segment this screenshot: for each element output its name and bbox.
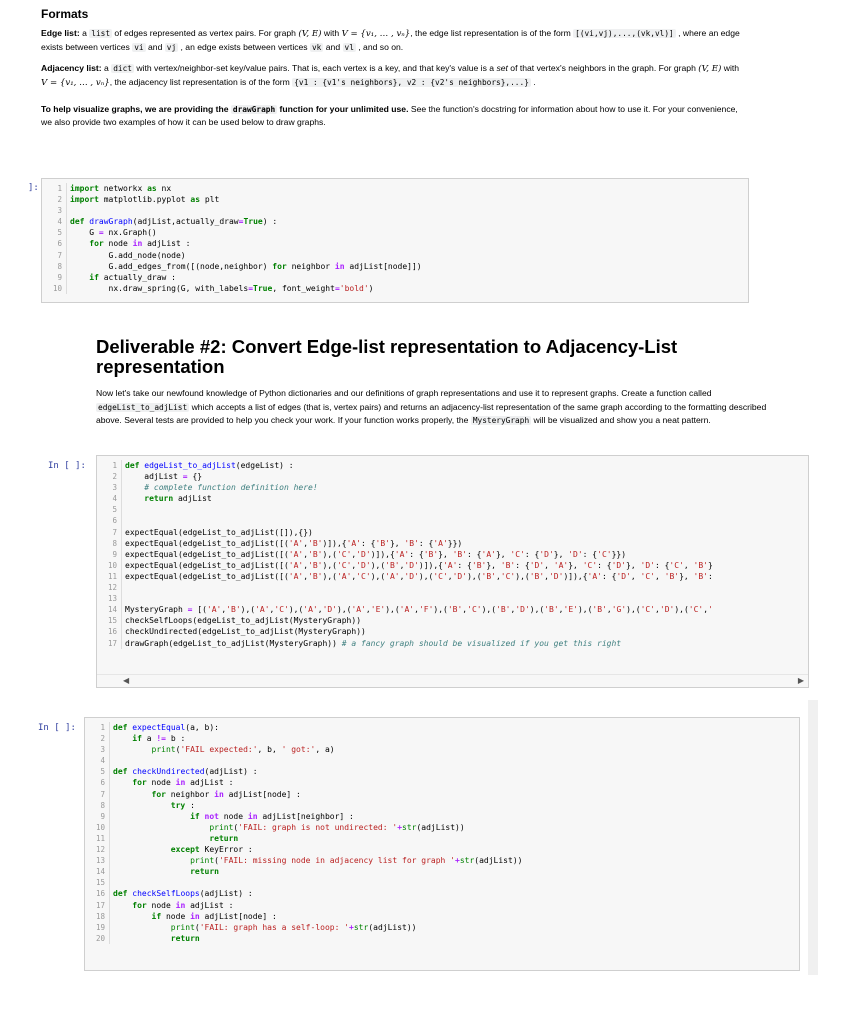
line-number: 2 bbox=[57, 195, 62, 205]
line-number: 8 bbox=[112, 538, 117, 548]
deliverable-section bbox=[96, 337, 786, 428]
line-number: 11 bbox=[107, 571, 117, 581]
line-number: 15 bbox=[95, 878, 105, 888]
code-cell-draw-graph[interactable] bbox=[41, 178, 749, 303]
formats-heading: Formats bbox=[41, 7, 89, 21]
line-number: 18 bbox=[95, 911, 105, 921]
help-paragraph: To help visualize graphs, we are providing the drawGraph function for your unlimited use. See the function's docstring for information about how to use it. For your convenience, we also provide two examples of how it can be used below to draw graphs. bbox=[41, 104, 738, 128]
adjacency-list-paragraph: Adjacency list: a dict with vertex/neighbor-set key/value pairs. That is, each vertex is a key, and that key's value is a set of that vertex's neighbors in the graph. For graph (V, E) with V = {v₁, … , vₙ}, the adjacency list representation is of the form {v1 : {v1's neighbors}, v2 : {v2's neighbors},...} . bbox=[41, 63, 740, 88]
line-number: 2 bbox=[112, 472, 117, 482]
line-number: 9 bbox=[100, 811, 105, 821]
line-numbers bbox=[42, 183, 67, 294]
line-number: 4 bbox=[100, 756, 105, 766]
line-number: 2 bbox=[100, 734, 105, 744]
line-number: 4 bbox=[112, 494, 117, 504]
line-number: 13 bbox=[107, 594, 117, 604]
line-number: 14 bbox=[95, 867, 105, 877]
line-number: 9 bbox=[57, 272, 62, 282]
line-number: 9 bbox=[112, 549, 117, 559]
line-number: 3 bbox=[57, 206, 62, 216]
line-number: 17 bbox=[107, 638, 117, 648]
line-number: 5 bbox=[57, 228, 62, 238]
code-editor[interactable]: import networkx as nx import matplotlib.pyplot as plt def drawGraph(adjList,actually_draw=True) : G = nx.Graph() for node in adjList : G.add_node(node) G.add_edges_from([(node,neighbor) for neighbor in adjList[node]]) if actually_draw : nx.draw_spring(G, with_labels=True, font_weight='bold') bbox=[70, 184, 422, 293]
line-number: 5 bbox=[100, 767, 105, 777]
line-number: 7 bbox=[57, 250, 62, 260]
line-number: 5 bbox=[112, 505, 117, 515]
line-number: 11 bbox=[95, 833, 105, 843]
right-arrow-icon[interactable]: ▶ bbox=[797, 676, 804, 685]
line-number: 20 bbox=[95, 933, 105, 943]
line-number: 13 bbox=[95, 856, 105, 866]
line-number: 7 bbox=[100, 789, 105, 799]
line-number: 6 bbox=[100, 778, 105, 788]
code-cell-test-helpers[interactable] bbox=[84, 717, 800, 971]
line-number: 3 bbox=[112, 483, 117, 493]
code-editor[interactable]: def expectEqual(a, b): if a != b : print('FAIL expected:', b, ' got:', a) def checkUndirected(adjList) : for node in adjList : for neighbor in adjList[node] : try : if not node in adjList[neighbor] : print('FAIL: graph is not undirected: '+str(adjList)) return except KeyError : print('FAIL: missing node in adjacency list for graph '+str(adjList)) return def checkSelfLoops(adjList) : for node in adjList : if node in adjList[node] : print('FAIL: graph has a self-loop: '+str(adjList)) return bbox=[113, 723, 523, 943]
cell-prompt: In [ ]: bbox=[38, 723, 76, 733]
line-numbers bbox=[97, 460, 122, 649]
line-number: 12 bbox=[107, 583, 117, 593]
cell-prompt: ]: bbox=[28, 183, 39, 193]
line-number: 6 bbox=[112, 516, 117, 526]
cell-prompt: In [ ]: bbox=[48, 461, 86, 471]
code-editor[interactable]: def edgeList_to_adjList(edgeList) : adjList = {} # complete function definition here! return adjList expectEqual(edgeList_to_adjList([]),{}) expectEqual(edgeList_to_adjList([('A','B')]),{'A': {'B'}, 'B': {'A'}}) expectEqual(edgeList_to_adjList([('A','B'),('C','D')]),{'A': {'B'}, 'B': {'A'}, 'C': {'D'}, 'D': {'C'}}) expectEqual(edgeList_to_adjList([('A','B'),('C','D'),('B','D')]),{'A': {'B'}, 'B': {'D', 'A'}, 'C': {'D'}, 'D': {'C', 'B'} expectEqual(edgeList_to_adjList([('A','B'),('A','C'),('A','D'),('C','D'),('B','C'),('B','D')]),{'A': {'D', 'C', 'B'}, 'B': MysteryGraph = [('A','B'),('A','C'),('A','D'),('A','E'),('A','F'),('B','C'),('B','D'),('B','E'),('B','G'),('C','D'),('C',' checkSelfLoops(edgeList_to_adjList(MysteryGraph)) checkUndirected(edgeList_to_adjList(MysteryGraph)) drawGraph(edgeList_to_adjList(MysteryGraph)) # a fancy graph should be visualized if you get this right bbox=[125, 461, 713, 648]
line-number: 16 bbox=[107, 627, 117, 637]
line-number: 6 bbox=[57, 239, 62, 249]
line-number: 8 bbox=[100, 800, 105, 810]
line-number: 4 bbox=[57, 217, 62, 227]
line-number: 14 bbox=[107, 605, 117, 615]
line-number: 3 bbox=[100, 745, 105, 755]
line-number: 8 bbox=[57, 261, 62, 271]
code-cell-edge-list-to-adj-list[interactable] bbox=[96, 455, 809, 688]
line-number: 17 bbox=[95, 900, 105, 910]
deliverable-heading: Deliverable #2: Convert Edge-list representation to Adjacency-List representation bbox=[96, 336, 678, 377]
line-numbers bbox=[85, 722, 110, 944]
deliverable-paragraph: Now let's take our newfound knowledge of Python dictionaries and our definitions of graph representations and use it to represent graphs. Create a function called edgeList_to_adjList which accepts a list of edges (that is, vertex pairs) and returns an adjacency-list representation of the same graph according to the formatting described above. Several tests are provided to help you check your work. If your function works properly, the MysteryGraph will be visualized and show you a neat pattern. bbox=[96, 388, 767, 425]
line-number: 1 bbox=[112, 461, 117, 470]
line-number: 10 bbox=[52, 283, 62, 293]
horizontal-scrollbar[interactable] bbox=[97, 674, 808, 687]
left-arrow-icon[interactable]: ◀ bbox=[123, 676, 130, 685]
line-number: 16 bbox=[95, 889, 105, 899]
line-number: 19 bbox=[95, 922, 105, 932]
line-number: 10 bbox=[95, 822, 105, 832]
edge-list-paragraph: Edge list: a list of edges represented as vertex pairs. For graph (V, E) with V = {v₁, … , vₙ}, the edge list representation is of the form [(vi,vj),...,(vk,vl)] , where an edge exists between vertices vi and vj , an edge exists between vertices vk and vl , and so on. bbox=[41, 28, 740, 52]
formats-section bbox=[41, 8, 746, 129]
line-number: 15 bbox=[107, 616, 117, 626]
vertical-scrollbar[interactable] bbox=[808, 700, 818, 975]
line-number: 12 bbox=[95, 845, 105, 855]
line-number: 1 bbox=[100, 723, 105, 732]
line-number: 10 bbox=[107, 560, 117, 570]
line-number: 7 bbox=[112, 527, 117, 537]
line-number: 1 bbox=[57, 184, 62, 193]
